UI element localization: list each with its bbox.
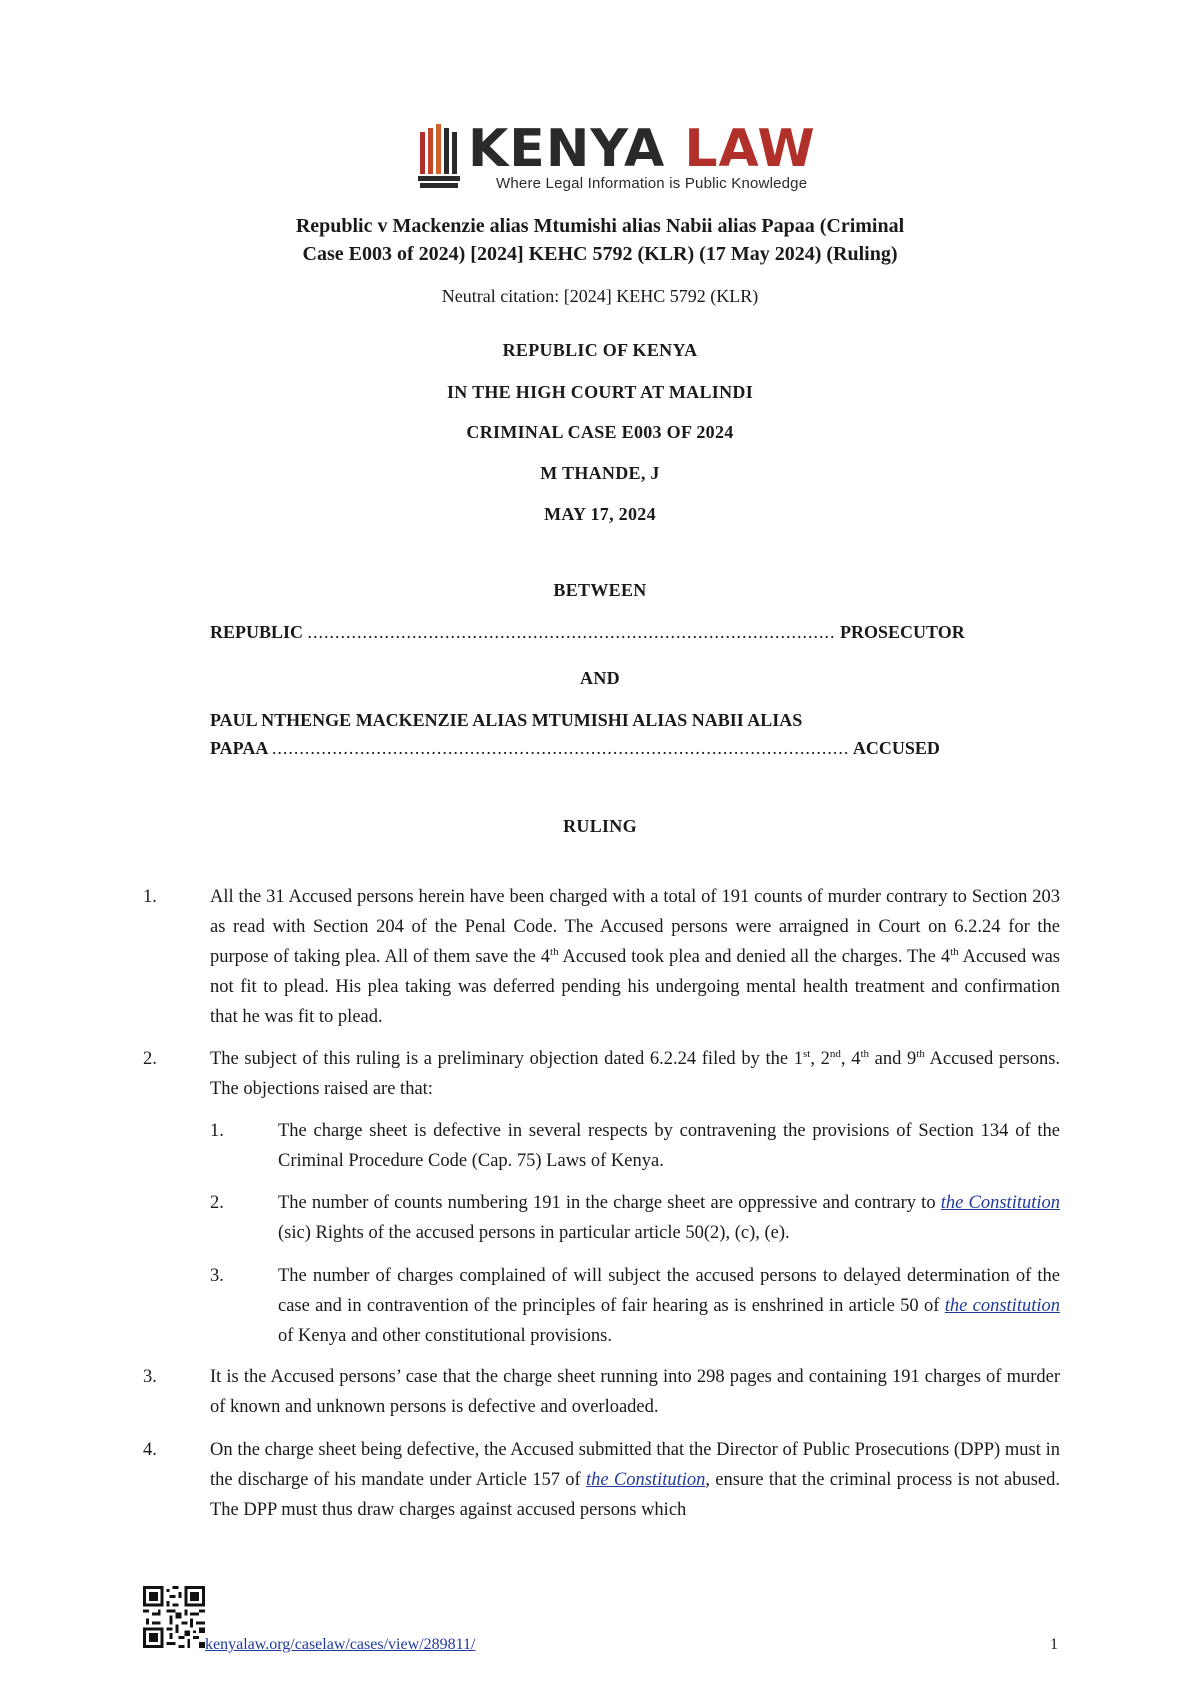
- accused-line-2: PAPAA ......................................................................................................... ACCUSED: [210, 738, 940, 758]
- heading-ruling: RULING: [563, 816, 637, 836]
- case-title: Republic v Mackenzie alias Mtumishi alias Nabii alias Papaa (Criminal Case E003 of 2024) [2024] KEHC 5792 (KLR) (17 May 2024) (Ruling): [295, 215, 905, 265]
- subitem-number: 1.: [210, 1121, 224, 1141]
- logo-tagline: Where Legal Information is Public Knowledge: [496, 175, 808, 192]
- case-url-link[interactable]: kenyalaw.org/caselaw/cases/view/289811/: [205, 1636, 476, 1653]
- subitem-number: 2.: [210, 1193, 224, 1213]
- subitem-3: The number of charges complained of will subject the accused persons to delayed determination of the case and in contravention of the principles of fair hearing as is enshrined in article 50 of the constitution of Kenya and other constitutional provisions.: [278, 1266, 1060, 1346]
- heading-and: AND: [580, 668, 620, 688]
- paragraph-number: 3.: [143, 1367, 157, 1387]
- pillars-logo-icon: [418, 124, 462, 190]
- paragraph-number: 4.: [143, 1440, 157, 1460]
- page-number: 1: [1050, 1636, 1058, 1653]
- paragraph-3: It is the Accused persons’ case that the charge sheet running into 298 pages and containing 191 charges of murder of known and unknown persons is defective and overloaded.: [210, 1367, 1060, 1417]
- heading-case: CRIMINAL CASE E003 OF 2024: [466, 422, 734, 442]
- heading-date: MAY 17, 2024: [544, 504, 656, 524]
- neutral-citation: Neutral citation: [2024] KEHC 5792 (KLR): [441, 286, 759, 306]
- paragraph-number: 2.: [143, 1049, 157, 1069]
- paragraph-2: The subject of this ruling is a preliminary objection dated 6.2.24 filed by the 1st, 2nd, 4th and 9th Accused persons. The objections raised are that:: [210, 1047, 1061, 1099]
- accused-line-1: PAUL NTHENGE MACKENZIE ALIAS MTUMISHI ALIAS NABII ALIAS: [210, 710, 803, 730]
- subitem-number: 3.: [210, 1266, 224, 1286]
- heading-republic: REPUBLIC OF KENYA: [502, 340, 698, 360]
- paragraph-number: 1.: [143, 887, 157, 907]
- constitution-link[interactable]: the constitution: [944, 1296, 1060, 1316]
- heading-judge: M THANDE, J: [540, 463, 660, 483]
- heading-court: IN THE HIGH COURT AT MALINDI: [447, 382, 753, 402]
- kenya-law-logo: [418, 119, 816, 194]
- constitution-link[interactable]: the Constitution: [940, 1193, 1061, 1213]
- constitution-link[interactable]: the Constitution: [586, 1470, 706, 1490]
- subitem-1: The charge sheet is defective in several respects by contravening the provisions of Section 134 of the Criminal Procedure Code (Cap. 75) Laws of Kenya.: [278, 1121, 1060, 1171]
- prosecutor-line: REPUBLIC ................................................................................................ PROSECUTOR: [210, 622, 965, 642]
- paragraph-1: All the 31 Accused persons herein have been charged with a total of 191 counts of murder contrary to Section 203 as read with Section 204 of the Penal Code. The Accused persons were arraigned in Court on 6.2.24 for the purpose of taking plea. All of them save the 4th Accused took plea and denied all the charges. The 4th Accused was not fit to plead. His plea taking was deferred pending his undergoing mental health treatment and confirmation that he was fit to plead.: [210, 887, 1061, 1027]
- heading-between: BETWEEN: [553, 580, 647, 600]
- subitem-2: The number of counts numbering 191 in the charge sheet are oppressive and contrary to the Constitution (sic) Rights of the accused persons in particular article 50(2), (c), (e).: [278, 1193, 1061, 1243]
- qr-code-icon: [143, 1586, 205, 1648]
- paragraph-4: On the charge sheet being defective, the Accused submitted that the Director of Public Prosecutions (DPP) must in the discharge of his mandate under Article 157 of the Constitution, ensure that the criminal process is not abused. The DPP must thus draw charges against accused persons which: [210, 1440, 1060, 1520]
- logo-wordmark: KENYA LAW: [468, 119, 816, 179]
